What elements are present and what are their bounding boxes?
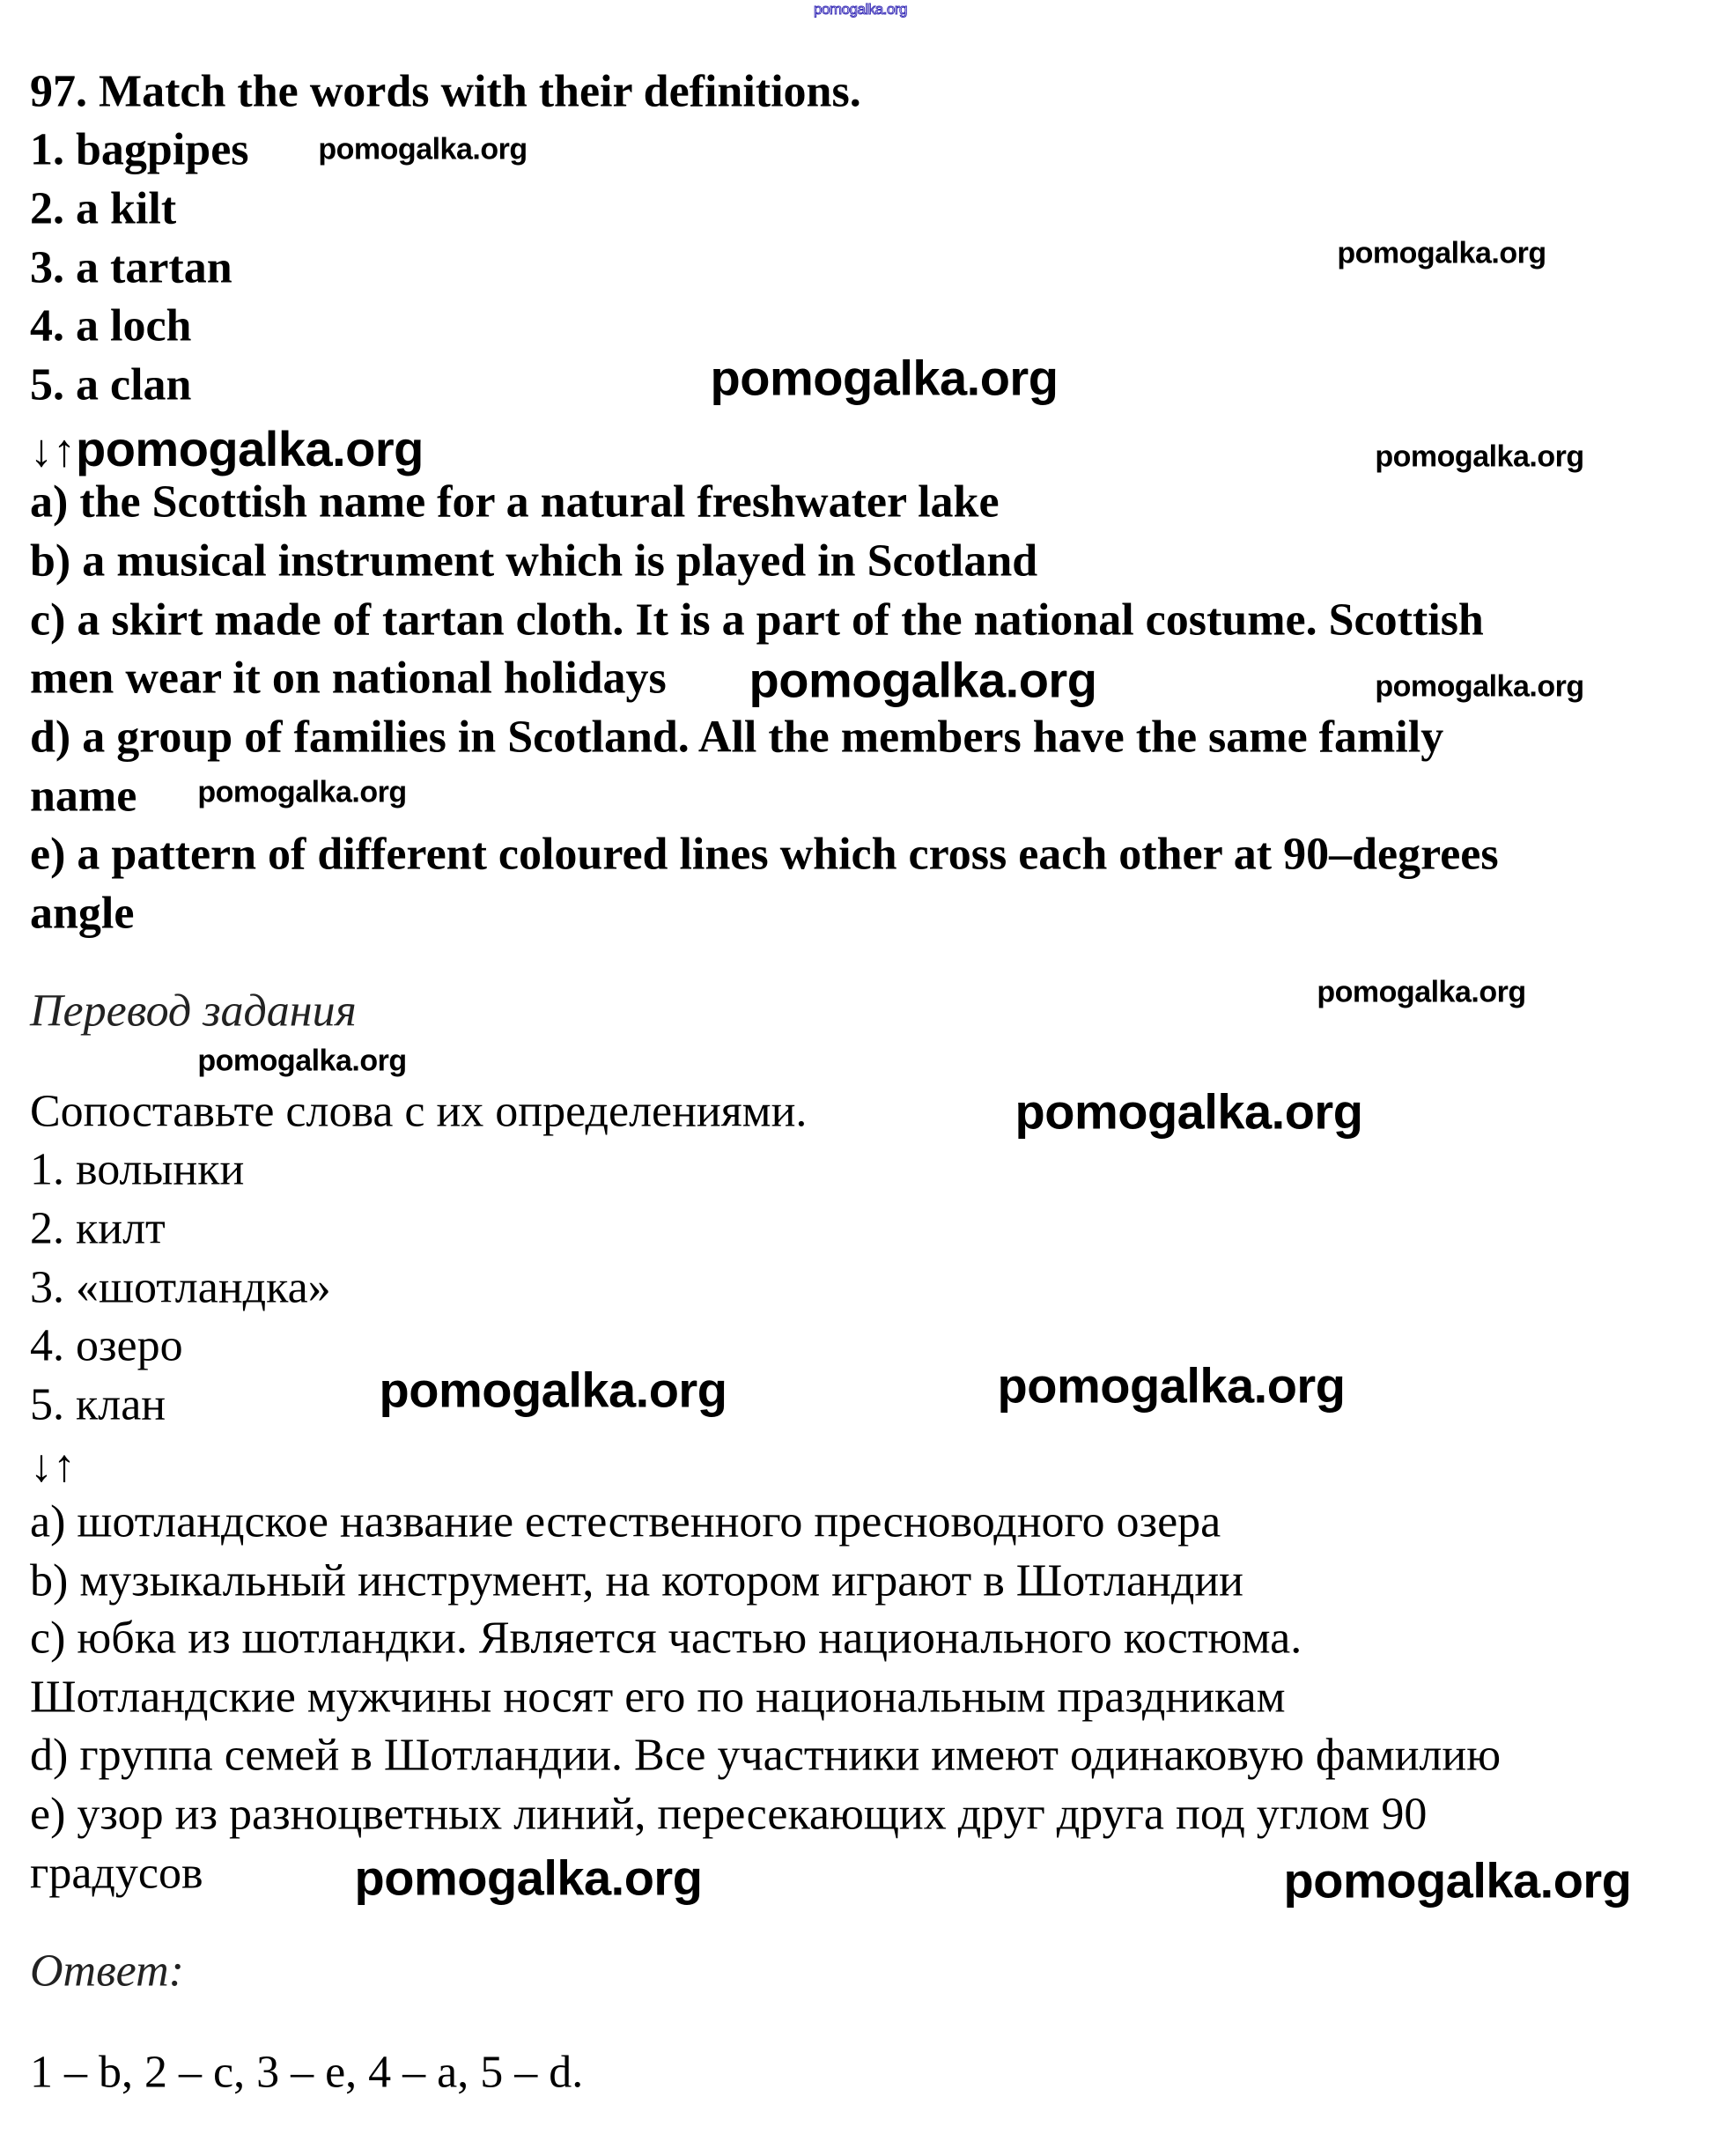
- watermark: pomogalka.org: [197, 1044, 407, 1078]
- watermark: pomogalka.org: [1337, 236, 1546, 270]
- watermark: pomogalka.org: [1317, 975, 1526, 1009]
- word-item: 4. a loch: [30, 300, 192, 351]
- word-item: 2. a kilt: [30, 183, 177, 234]
- definition-item: d) a group of families in Scotland. All the members have the same family: [30, 712, 1444, 763]
- definition-item: e) a pattern of different coloured lines which cross each other at 90–degrees: [30, 829, 1499, 880]
- definition-item: angle: [30, 888, 135, 939]
- translation-word-item: 4. озеро: [30, 1320, 183, 1371]
- translation-word-item: 2. килт: [30, 1203, 166, 1254]
- arrows-icon: ↓↑: [30, 426, 76, 476]
- watermark: pomogalka.org: [318, 132, 528, 166]
- arrows-line: [30, 419, 424, 481]
- word-item: 5. a clan: [30, 359, 192, 410]
- translation-definition-item: d) группа семей в Шотландии. Все участники имеют одинаковую фамилию: [30, 1730, 1502, 1781]
- translation-definition-item: a) шотландское название естественного пресноводного озера: [30, 1496, 1221, 1547]
- definition-item: a) the Scottish name for a natural freshwater lake: [30, 476, 1000, 528]
- watermark: pomogalka.org: [197, 775, 407, 809]
- translation-definition-item: c) юбка из шотландки. Является частью национального костюма.: [30, 1613, 1302, 1664]
- watermark: pomogalka.org: [1283, 1852, 1632, 1909]
- watermark: pomogalka.org: [1375, 439, 1584, 474]
- watermark: pomogalka.org: [354, 1850, 703, 1906]
- answer-text: 1 – b, 2 – c, 3 – e, 4 – a, 5 – d.: [30, 2047, 584, 2098]
- word-item: 3. a tartan: [30, 242, 232, 293]
- answer-heading: Ответ:: [30, 1946, 184, 1997]
- watermark: pomogalka.org: [1015, 1083, 1363, 1140]
- translation-definition-item: Шотландские мужчины носят его по национальным праздникам: [30, 1672, 1286, 1723]
- watermark: pomogalka.org: [1375, 669, 1584, 704]
- definition-item: name: [30, 771, 137, 822]
- watermark: pomogalka.org: [379, 1362, 727, 1418]
- arrows-icon: ↓↑: [30, 1441, 76, 1492]
- watermark: pomogalka.org: [749, 652, 1097, 708]
- watermark: pomogalka.org: [814, 1, 907, 18]
- translation-word-item: 5. клан: [30, 1379, 166, 1430]
- translation-definition-item: b) музыкальный инструмент, на котором играют в Шотландии: [30, 1555, 1243, 1606]
- word-item: 1. bagpipes: [30, 124, 249, 175]
- translation-heading: Перевод задания: [30, 986, 357, 1037]
- watermark: pomogalka.org: [76, 421, 424, 476]
- definition-item: c) a skirt made of tartan cloth. It is a part of the national costume. Scottish: [30, 594, 1484, 646]
- definition-item: b) a musical instrument which is played in Scotland: [30, 535, 1038, 587]
- watermark: pomogalka.org: [997, 1357, 1346, 1414]
- definition-item: men wear it on national holidays: [30, 653, 667, 704]
- translation-definition-item: e) узор из разноцветных линий, пересекающих друг друга под углом 90: [30, 1789, 1428, 1840]
- task-title: 97. Match the words with their definitions.: [30, 66, 861, 117]
- watermark: pomogalka.org: [710, 350, 1059, 406]
- translation-word-item: 3. «шотландка»: [30, 1262, 331, 1313]
- translation-title: Сопоставьте слова с их определениями.: [30, 1086, 808, 1137]
- translation-definition-item: градусов: [30, 1848, 203, 1899]
- translation-word-item: 1. волынки: [30, 1144, 245, 1195]
